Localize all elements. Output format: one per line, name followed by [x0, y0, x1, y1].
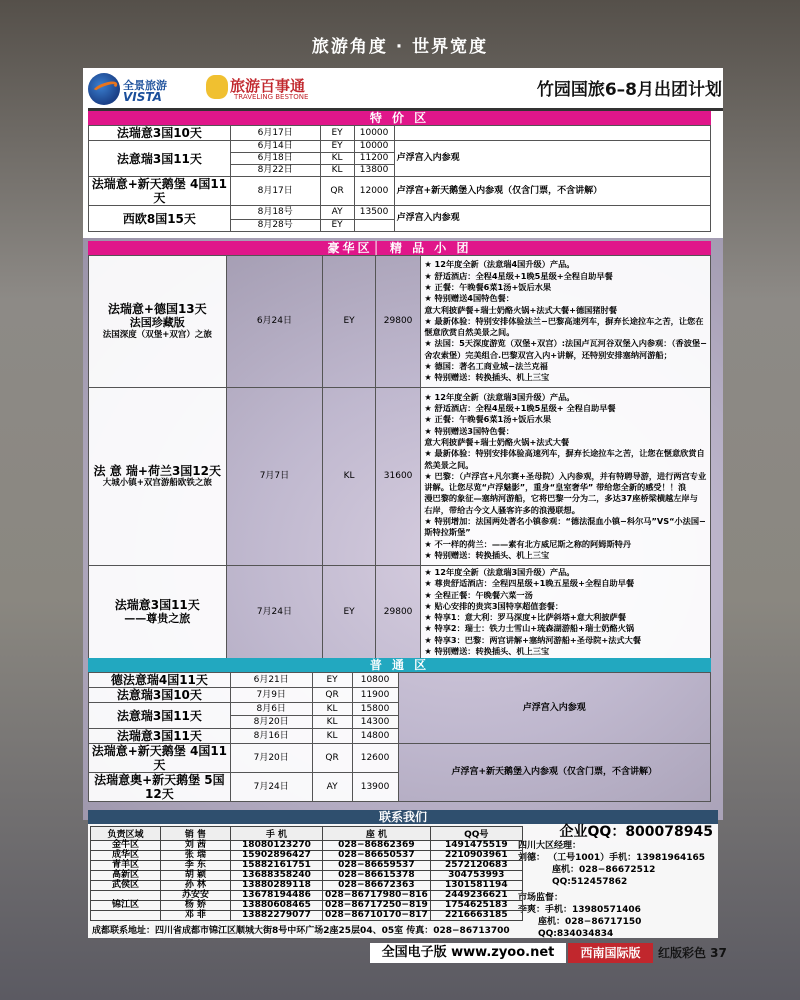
airline-code: EY [320, 141, 354, 153]
airline-code: AY [312, 773, 352, 802]
luxury-section-band: 豪华区│ 精 品 小 团 [88, 241, 711, 255]
tour-highlights [421, 256, 711, 388]
departure-date: 7月24日 [230, 773, 312, 802]
highlight-line: ★ 特别赠送：转换插头、机上三宝 [424, 549, 550, 560]
highlight-line: ★ 法国：5天深度游览（双堡+双宫）:法国卢瓦河谷双堡入内参观：（香波堡− [424, 338, 707, 349]
highlight-line: 然美景之间。 [424, 459, 474, 470]
region-cell [91, 891, 161, 901]
special-table [88, 125, 711, 232]
special-row [89, 206, 711, 220]
mobile-cell[interactable]: 15902896427 [231, 851, 323, 861]
qq-cell[interactable]: 2210903961 [430, 851, 522, 861]
qq-cell[interactable]: 1491475519 [430, 841, 522, 851]
highlight-line: ★ 不一样的荷兰：——素有北方威尼斯之称的阿姆斯特丹 [424, 538, 632, 549]
route-name: 法瑞意奥+新天鹅堡 5国12天 [89, 773, 231, 802]
page-banner: 旅游角度 · 世界宽度 [311, 37, 489, 57]
qq-cell[interactable]: 2216663185 [430, 911, 522, 921]
departure-date: 8月22日 [230, 165, 320, 177]
tour-price: 14300 [352, 716, 398, 729]
highlight-line: ★ 特享2：瑞士：铁力士雪山+琉森湖游船+瑞士奶酪火锅 [424, 623, 635, 634]
tour-price: 29800 [375, 566, 421, 659]
luxury-row [89, 256, 711, 388]
tour-price: 11900 [352, 688, 398, 703]
highlight-line: 惬意欣赏自然美景之间。 [424, 327, 515, 338]
qq-cell[interactable]: 2449236621 [430, 891, 522, 901]
tour-price: 10000 [354, 141, 394, 153]
highlight-line: ★ 最新体验：特别安排体验法兰−巴黎高速列车，摒弃长途拉车之苦，让您在 [424, 315, 704, 326]
west-manager-title: 四川大区经理： [518, 841, 582, 851]
highlight-line: 意大利披萨餐+瑞士奶酪火锅+法式大餐+德国猪肘餐 [424, 304, 617, 315]
tour-price: 13800 [354, 165, 394, 177]
region-cell: 青羊区 [91, 861, 161, 871]
route-block [89, 388, 227, 566]
contact-row [91, 841, 523, 851]
tour-price: 14800 [352, 729, 398, 744]
region-cell: 武侯区 [91, 881, 161, 891]
airline-code: EY [312, 673, 352, 688]
tour-price [354, 220, 394, 232]
route-note: 卢浮宫+新天鹅堡入内参观（仅含门票，不含讲解） [394, 177, 710, 206]
qq-cell[interactable]: 304753993 [430, 871, 522, 881]
tour-price: 13900 [352, 773, 398, 802]
contact-row [91, 901, 523, 911]
normal-table [88, 672, 711, 802]
highlight-line: ★ 正餐：午晚餐6菜1汤+饭后水果 [424, 414, 552, 425]
sales-contact-table [90, 826, 523, 921]
tour-price: 15800 [352, 703, 398, 716]
departure-date: 8月28号 [230, 220, 320, 232]
contact-header: 手 机 [231, 827, 323, 841]
market-line: 座机：028−86717150 QQ:834034834 [538, 917, 642, 939]
departure-date: 8月16日 [230, 729, 312, 744]
brand1-cn: 全景旅游 [123, 79, 167, 92]
page-footer [370, 943, 750, 963]
tour-highlights [421, 388, 711, 566]
route-theme: 大城小镇+双宫游船欧铁之旅 [102, 478, 212, 488]
departure-date: 7月20日 [230, 744, 312, 773]
landline-cell[interactable]: 028−86672363 [323, 881, 431, 891]
highlight-line: ★ 全程正餐：午晚餐六菜一汤 [424, 589, 533, 600]
manager-contacts [518, 826, 713, 940]
airline-code: KL [320, 165, 354, 177]
departure-date: 8月18号 [230, 206, 320, 220]
airline-code: EY [323, 256, 376, 388]
airline-code: QR [320, 177, 354, 206]
luxury-row [89, 566, 711, 659]
route-name: 法意瑞3国11天 [89, 141, 231, 177]
tour-price: 29800 [375, 256, 421, 388]
departure-date: 7月24日 [226, 566, 323, 659]
special-row [89, 177, 711, 206]
landline-cell[interactable]: 028−86862369 [323, 841, 431, 851]
highlight-line: ★ 特别赠送4国特色餐： [424, 293, 514, 304]
contact-header: 座 机 [323, 827, 431, 841]
mobile-cell[interactable]: 18080123270 [231, 841, 323, 851]
special-row [89, 126, 711, 141]
brand1-en: VISTA [123, 90, 162, 104]
plan-title: 竹园国旅6–8月出团计划 [536, 80, 722, 100]
landline-cell[interactable]: 028−86615378 [323, 871, 431, 881]
route-name: 西欧8国15天 [89, 206, 231, 232]
normal-row [89, 744, 711, 773]
highlight-line: 舍农索堡）完美组合.巴黎双宫入内+讲解，还特别安排塞纳河游船； [424, 349, 672, 360]
region-cell [91, 911, 161, 921]
contact-header: 负责区域 [91, 827, 161, 841]
departure-date: 6月18日 [230, 153, 320, 165]
airline-code: QR [312, 688, 352, 703]
normal-section-band: 普 通 区 [88, 658, 711, 672]
tour-highlights [421, 566, 711, 659]
departure-date: 6月17日 [230, 126, 320, 141]
tour-price: 13500 [354, 206, 394, 220]
special-row [89, 141, 711, 153]
mascot-logo-icon [206, 75, 228, 99]
highlight-line: ★ 尊贵舒适酒店：全程四星级+1晚五星级+全程自助早餐 [424, 578, 635, 589]
route-block [89, 566, 227, 659]
salesperson-cell: 杨 娇 [161, 901, 231, 911]
contact-row [91, 871, 523, 881]
highlight-line: ★ 特享3：巴黎：两宫讲解+塞纳河游船+圣母院+法式大餐 [424, 634, 641, 645]
mobile-cell[interactable]: 13688358240 [231, 871, 323, 881]
airline-code: EY [320, 126, 354, 141]
qq-cell[interactable]: 2572120683 [430, 861, 522, 871]
tour-price: 10000 [354, 126, 394, 141]
special-section-band: 特 价 区 [88, 111, 711, 125]
route-note: 卢浮宫入内参观 [394, 141, 710, 177]
contact-header-row [91, 827, 523, 841]
highlight-line: 斯特拉斯堡” [424, 527, 471, 538]
mobile-cell[interactable]: 13882279077 [231, 911, 323, 921]
brand2-en: TRAVELING BESTONE [234, 93, 309, 101]
highlight-line: ★ 12年度全新（法意瑞4国升级）产品。 [424, 259, 575, 270]
departure-date: 6月24日 [226, 256, 323, 388]
highlight-line: ★ 12年度全新（法意瑞3国升级）产品。 [424, 391, 575, 402]
departure-date: 8月17日 [230, 177, 320, 206]
highlight-line: ★ 德国：著名工商业城−法兰克福 [424, 361, 548, 372]
mobile-cell[interactable]: 13880289118 [231, 881, 323, 891]
highlight-line: ★ 特别赠送3国特色餐： [424, 425, 514, 436]
west-manager-name: 刘德： （工号1001）手机：13981964165 [518, 853, 706, 863]
airline-code: QR [312, 744, 352, 773]
footer-edition-badge: 西南国际版 [568, 943, 653, 963]
landline-cell[interactable]: 028−86717250−819 [323, 901, 431, 911]
airline-code: KL [312, 716, 352, 729]
contact-row [91, 911, 523, 921]
route-name: 法瑞意3国11天 [89, 729, 231, 744]
airline-code: KL [323, 388, 376, 566]
tour-price: 11200 [354, 153, 394, 165]
highlight-line: 漫巴黎的象征—塞纳河游船，它将巴黎一分为二，多达37座桥梁横越左岸与 [424, 493, 698, 504]
route-name: 法 意 瑞+荷兰3国12天 [93, 464, 221, 478]
contact-header: QQ号 [430, 827, 522, 841]
contact-row [91, 891, 523, 901]
route-theme: 法国深度（双堡+双宫）之旅 [102, 330, 212, 340]
tour-price: 12600 [352, 744, 398, 773]
salesperson-cell: 胡 颖 [161, 871, 231, 881]
route-note: 卢浮宫入内参观 [394, 206, 710, 232]
highlight-line: ★ 贴心安排的贵宾3国特享超值套餐： [424, 600, 564, 611]
footer-site-link[interactable]: 全国电子版 www.zyoo.net [370, 943, 566, 963]
highlight-line: ★ 舒适酒店：全程4星级+1晚5星级+ 全程自助早餐 [424, 403, 616, 414]
highlight-line: ★ 舒适酒店：全程4星级+1晚5星级+全程自助早餐 [424, 270, 613, 281]
mobile-cell[interactable]: 13678194486 [231, 891, 323, 901]
highlight-line: ★ 特享1：意大利：罗马深度+比萨斜塔+意大利披萨餐 [424, 612, 626, 623]
highlight-line: 意大利披萨餐+瑞士奶酪火锅+法式大餐 [424, 436, 570, 447]
luxury-table [88, 255, 711, 659]
salesperson-cell: 张 瑞 [161, 851, 231, 861]
market-name: 李爽：手机：13980571406 [518, 905, 641, 915]
departure-date: 7月7日 [226, 388, 323, 566]
company-qq[interactable]: 企业QQ：800078945 [559, 824, 713, 840]
airline-code: KL [312, 729, 352, 744]
route-name: 法瑞意+新天鹅堡 4国11天 [89, 744, 231, 773]
footer-page: 红版彩色 37 [658, 946, 727, 960]
highlight-line: ★ 特别赠送：转换插头、机上三宝 [424, 372, 550, 383]
globe-logo-icon [88, 73, 120, 105]
airline-code: EY [320, 220, 354, 232]
region-cell: 锦江区 [91, 901, 161, 911]
salesperson-cell: 李 东 [161, 861, 231, 871]
route-name: 法瑞意3国10天 [89, 126, 231, 141]
route-name: 德法意瑞4国11天 [89, 673, 231, 688]
contact-row [91, 861, 523, 871]
normal-row [89, 673, 711, 688]
highlight-line: ★ 特别赠送：转换插头、机上三宝 [424, 646, 550, 657]
departure-date: 8月20日 [230, 716, 312, 729]
contact-row [91, 851, 523, 861]
region-cell: 高新区 [91, 871, 161, 881]
landline-cell[interactable]: 028−86710170−817 [323, 911, 431, 921]
highlight-line: ★ 最新体验：特别安排体验高速列车，摒弃长途拉车之苦，让您在惬意欣赏自 [424, 448, 705, 459]
highlight-line: 讲解。让您尽览“卢浮魅影”，重身“皇室奢华” 带给您全新的感受！！浪 [424, 482, 687, 493]
route-subtitle: 法国珍藏版 [129, 316, 185, 329]
salesperson-cell: 苏安安 [161, 891, 231, 901]
route-block [89, 256, 227, 388]
route-subtitle: ——尊贵之旅 [124, 612, 191, 626]
route-name: 法意瑞3国10天 [89, 688, 231, 703]
landline-cell[interactable]: 028−86659537 [323, 861, 431, 871]
departure-date: 8月6日 [230, 703, 312, 716]
departure-date: 6月21日 [230, 673, 312, 688]
west-manager-line: 座机：028−86672512 QQ:512457862 [552, 865, 656, 887]
qq-cell[interactable]: 1301581194 [430, 881, 522, 891]
departure-date: 6月14日 [230, 141, 320, 153]
market-title: 市场监督： [518, 893, 564, 903]
luxury-row [89, 388, 711, 566]
highlight-line: ★ 巴黎：（卢浮宫+凡尔赛+圣母院）入内参观，并有特聘导游，进行两宫专业 [424, 470, 707, 481]
route-name: 法瑞意+新天鹅堡 4国11天 [89, 177, 231, 206]
route-name: 法瑞意3国11天 [114, 598, 200, 613]
tour-price: 12000 [354, 177, 394, 206]
contact-row [91, 881, 523, 891]
salesperson-cell: 孙 林 [161, 881, 231, 891]
route-note: 卢浮宫+新天鹅堡入内参观（仅含门票，不含讲解） [398, 744, 710, 802]
contact-header: 销 售 [161, 827, 231, 841]
tour-price: 10800 [352, 673, 398, 688]
region-cell: 成华区 [91, 851, 161, 861]
airline-code: EY [323, 566, 376, 659]
highlight-line: ★ 12年度全新（法意瑞3国升级）产品。 [424, 567, 575, 577]
mobile-cell[interactable]: 13880608465 [231, 901, 323, 911]
region-cell: 金牛区 [91, 841, 161, 851]
airline-code: KL [320, 153, 354, 165]
mobile-cell[interactable]: 15882161751 [231, 861, 323, 871]
airline-code: AY [320, 206, 354, 220]
tour-price: 31600 [375, 388, 421, 566]
contact-title: 联系我们 [88, 810, 718, 824]
contact-panel [88, 810, 718, 938]
airline-code: KL [312, 703, 352, 716]
route-note: 卢浮宫入内参观 [398, 673, 710, 744]
landline-cell[interactable]: 028−86650537 [323, 851, 431, 861]
salesperson-cell: 刘 茜 [161, 841, 231, 851]
salesperson-cell: 邓 菲 [161, 911, 231, 921]
qq-cell[interactable]: 1754625183 [430, 901, 522, 911]
route-note [394, 126, 710, 141]
route-name: 法意瑞3国11天 [89, 703, 231, 729]
highlight-line: 右岸，带给古今文人骚客许多的浪漫联想。 [424, 504, 580, 515]
route-name: 法瑞意+德国13天 [107, 302, 207, 316]
highlight-line: ★ 特别增加：法国两处著名小镇参观：“德法混血小镇−科尔马”VS“小法国− [424, 516, 706, 527]
contact-address: 成都联系地址：四川省成都市锦江区顺城大街8号中环广场2座25层04、05室 传真：028−86713700 [92, 926, 510, 936]
departure-date: 7月9日 [230, 688, 312, 703]
brand-logos [88, 73, 318, 107]
brand2-cn: 旅游百事通 [230, 77, 306, 95]
landline-cell[interactable]: 028−86717980−816 [323, 891, 431, 901]
highlight-line: ★ 正餐：午晚餐6菜1汤+饭后水果 [424, 281, 552, 292]
